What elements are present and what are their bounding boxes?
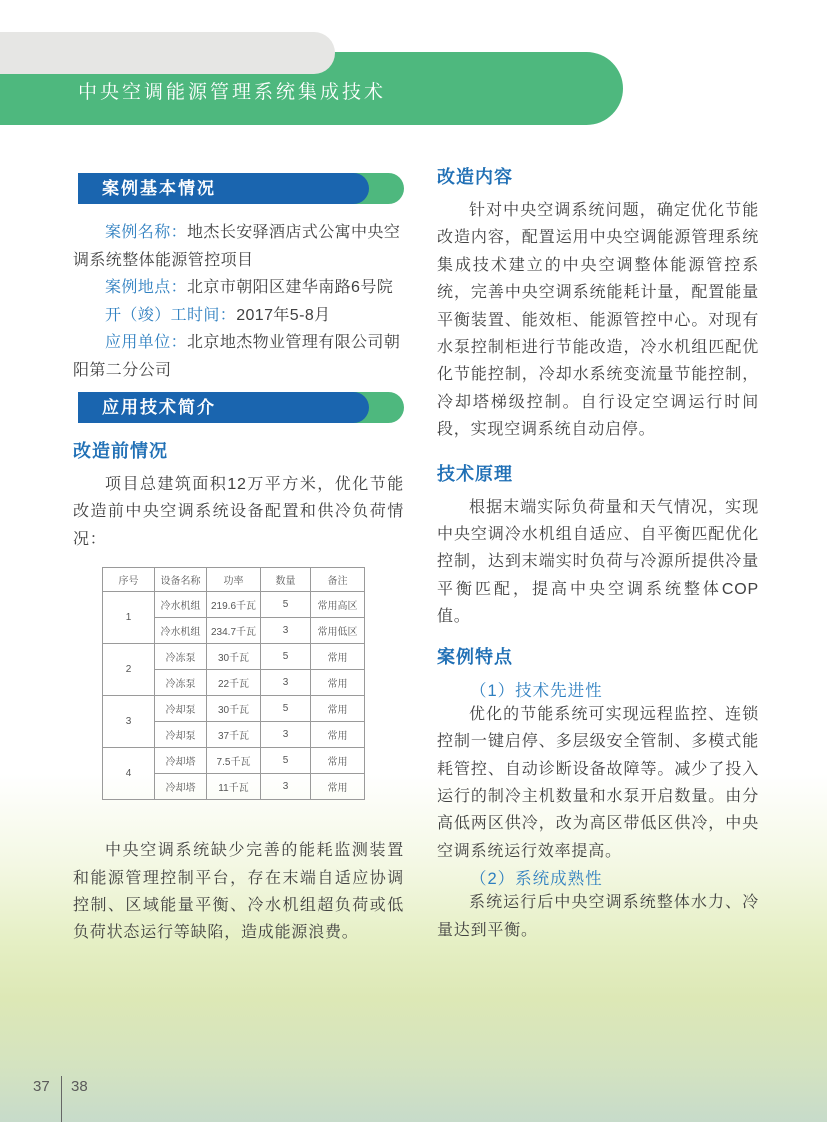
table-cell: 3 bbox=[261, 670, 311, 696]
section-heading-case-features: 案例特点 bbox=[437, 646, 513, 667]
table-cell: 常用 bbox=[311, 670, 365, 696]
footer-divider bbox=[61, 1076, 62, 1122]
paragraph-before-retrofit-summary: 中央空调系统缺少完善的能耗监测装置和能源管理控制平台，存在末端自适应协调控制、区域能量平衡、冷水机组超负荷或低负荷状态运行等缺陷，造成能源浪费。 bbox=[73, 842, 404, 942]
info-value: 北京市朝阳区建华南路6号院 bbox=[187, 279, 394, 296]
section-banner-case-info bbox=[78, 173, 369, 204]
case-info-list bbox=[73, 219, 404, 384]
info-label: 应用单位： bbox=[105, 334, 188, 351]
table-cell: 22千瓦 bbox=[207, 670, 261, 696]
section-heading-before-retrofit: 改造前情况 bbox=[73, 441, 168, 461]
table-cell: 5 bbox=[261, 748, 311, 774]
table-cell-index: 4 bbox=[103, 748, 155, 800]
table-cell: 常用 bbox=[311, 722, 365, 748]
info-value: 地杰长安驿酒店式公寓中央空调系统整体能源管控项目 bbox=[73, 224, 401, 269]
table-header-cell: 功率 bbox=[207, 568, 261, 592]
case-info-item bbox=[73, 329, 404, 384]
table-header-cell: 备注 bbox=[311, 568, 365, 592]
table-row bbox=[103, 696, 365, 722]
banner-label: 案例基本情况 bbox=[102, 179, 216, 198]
table-cell: 30千瓦 bbox=[207, 696, 261, 722]
table-row bbox=[103, 592, 365, 618]
paragraph-before-retrofit-intro: 项目总建筑面积12万平方米，优化节能改造前中央空调系统设备配置和供冷负荷情况： bbox=[73, 476, 404, 548]
left-column bbox=[73, 173, 404, 947]
info-value: 北京地杰物业管理有限公司朝阳第二分公司 bbox=[73, 334, 401, 379]
table-cell: 常用高区 bbox=[311, 592, 365, 618]
table-cell-index: 1 bbox=[103, 592, 155, 644]
table-cell: 3 bbox=[261, 774, 311, 800]
paragraph-feature-2: 系统运行后中央空调系统整体水力、冷量达到平衡。 bbox=[437, 894, 759, 939]
table-row bbox=[103, 748, 365, 774]
section-heading-retrofit-content: 改造内容 bbox=[437, 167, 513, 187]
equipment-table-head bbox=[103, 568, 365, 592]
feature-title-2: （2）系统成熟性 bbox=[470, 870, 603, 889]
feature-title-1: （1）技术先进性 bbox=[470, 681, 603, 700]
info-label: 案例地点： bbox=[105, 279, 188, 296]
section-banner-tech-intro bbox=[78, 392, 369, 423]
table-cell: 常用 bbox=[311, 696, 365, 722]
table-row bbox=[103, 644, 365, 670]
table-header-cell: 设备名称 bbox=[155, 568, 207, 592]
table-cell: 冷却塔 bbox=[155, 774, 207, 800]
table-cell: 冷却泵 bbox=[155, 696, 207, 722]
section-heading-tech-principle: 技术原理 bbox=[437, 463, 513, 484]
table-cell: 234.7千瓦 bbox=[207, 618, 261, 644]
table-cell: 30千瓦 bbox=[207, 644, 261, 670]
table-cell-index: 3 bbox=[103, 696, 155, 748]
equipment-table-body bbox=[103, 592, 365, 800]
page-title: 中央空调能源管理系统集成技术 bbox=[78, 82, 387, 103]
table-cell-index: 2 bbox=[103, 644, 155, 696]
table-cell: 冷水机组 bbox=[155, 618, 207, 644]
table-cell: 冷冻泵 bbox=[155, 644, 207, 670]
table-header-cell: 数量 bbox=[261, 568, 311, 592]
equipment-table bbox=[102, 567, 365, 800]
case-info-item bbox=[73, 302, 404, 330]
table-cell: 常用 bbox=[311, 774, 365, 800]
table-cell: 37千瓦 bbox=[207, 722, 261, 748]
paragraph-feature-1: 优化的节能系统可实现远程监控、连锁控制一键启停、多层级安全管制、多模式能耗管控、自动诊断设备故障等。减少了投入运行的制冷主机数量和水泵开启数量。由分高低两区供冷，改为高区带低区供冷，中央空调系统运行效率提高。 bbox=[437, 705, 759, 860]
table-cell: 5 bbox=[261, 696, 311, 722]
info-label: 开（竣）工时间： bbox=[105, 306, 237, 324]
page-number-left: 37 bbox=[33, 1078, 50, 1095]
table-cell: 冷水机组 bbox=[155, 592, 207, 618]
table-cell: 3 bbox=[261, 722, 311, 748]
table-cell: 3 bbox=[261, 618, 311, 644]
case-info-item bbox=[73, 219, 404, 274]
table-header-row bbox=[103, 568, 365, 592]
info-value: 2017年5-8月 bbox=[236, 306, 331, 324]
paragraph-retrofit-content: 针对中央空调系统问题，确定优化节能改造内容，配置运用中央空调能源管理系统集成技术建立的中央空调整体能源管控系统，完善中央空调系统能耗计量，配置能量平衡装置、能效柜、能源管控中心。对现有水泵控制柜进行节能改造，冷水机组匹配优化节能控制，冷却水系统变流量节能控制，冷却塔梯级控制。自行设定空调运行时间段，实现空调系统自动启停。 bbox=[437, 202, 759, 439]
banner-label: 应用技术简介 bbox=[102, 398, 216, 417]
table-cell: 常用低区 bbox=[311, 618, 365, 644]
info-label: 案例名称： bbox=[105, 224, 188, 241]
table-cell: 11千瓦 bbox=[207, 774, 261, 800]
table-cell: 冷却泵 bbox=[155, 722, 207, 748]
header-gray-shape bbox=[0, 32, 335, 74]
table-cell: 7.5千瓦 bbox=[207, 748, 261, 774]
table-cell: 冷冻泵 bbox=[155, 670, 207, 696]
table-cell: 常用 bbox=[311, 644, 365, 670]
paragraph-tech-principle: 根据末端实际负荷量和天气情况，实现中央空调冷水机组自适应、自平衡匹配优化控制，达到末端实时负荷与冷源所提供冷量平衡匹配，提高中央空调系统整体COP值。 bbox=[437, 498, 759, 626]
page-number-right: 38 bbox=[71, 1078, 88, 1095]
table-cell: 常用 bbox=[311, 748, 365, 774]
right-column bbox=[437, 163, 759, 944]
table-header-cell: 序号 bbox=[103, 568, 155, 592]
table-cell: 219.6千瓦 bbox=[207, 592, 261, 618]
table-cell: 冷却塔 bbox=[155, 748, 207, 774]
table-cell: 5 bbox=[261, 644, 311, 670]
case-info-item bbox=[73, 274, 404, 302]
table-cell: 5 bbox=[261, 592, 311, 618]
